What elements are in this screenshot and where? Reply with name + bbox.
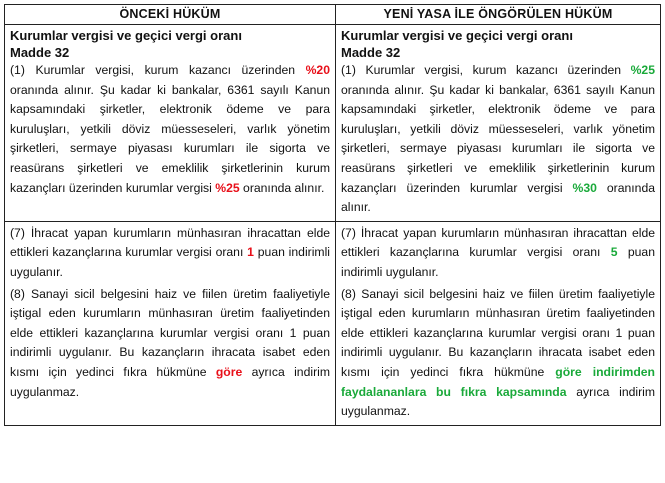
- cell-new-p1: [336, 25, 661, 222]
- old-p1-text-b: oranında alınır. Şu kadar ki bankalar, 6361 sayılı Kanun kapsamındaki şirketler, elektronik ödeme ve para kuruluşları, yetkili döviz müesseseleri, varlık yönetim şirketleri, sermaye piyasası kurumları ile sigorta ve reasürans şirketleri ve emeklilik şirketlerinin kurum kazançları üzerinden kurumlar vergisi: [10, 82, 330, 195]
- new-paragraph-1: [341, 61, 655, 218]
- old-p1-text-a: (1) Kurumlar vergisi, kurum kazancı üzerinden: [10, 63, 306, 77]
- old-paragraph-1: [10, 61, 330, 198]
- old-p7-text-a: (7) İhracat yapan kurumların münhasıran ihracattan elde ettikleri kazançlarına kurumlar vergisi oranı: [10, 225, 330, 260]
- old-point-1: 1: [247, 245, 254, 260]
- new-p1-text-b: oranında alınır. Şu kadar ki bankalar, 6361 sayılı Kanun kapsamındaki şirketler, elektronik ödeme ve para kuruluşları, yetkili döviz müesseseleri, varlık yönetim şirketleri, sermaye piyasası kurumları ile sigorta ve reasürans şirketleri ve emeklilik şirketlerinin kurum kazançları üzerinden kurumlar vergisi: [341, 82, 655, 195]
- comparison-table: [4, 4, 661, 426]
- new-p1-text-c: oranında alınır.: [341, 180, 656, 215]
- old-rate-25: %25: [215, 180, 240, 195]
- new-rate-25: %25: [630, 63, 655, 77]
- old-rate-20: %20: [305, 63, 330, 77]
- header-new: YENİ YASA İLE ÖNGÖRÜLEN HÜKÜM: [336, 5, 661, 25]
- old-title: Kurumlar vergisi ve geçici vergi oranı: [10, 28, 242, 43]
- old-p1-text-c: oranında alınır.: [239, 180, 325, 195]
- cell-new-p7-p8: [336, 221, 661, 425]
- header-old: ÖNCEKİ HÜKÜM: [5, 5, 336, 25]
- old-article: Madde 32: [10, 45, 70, 60]
- new-p7-text-b: puan indirimli uygulanır.: [341, 245, 655, 279]
- new-p8-text-a: (8) Sanayi sicil belgesini haiz ve fiilen üretim faaliyetiyle iştigal eden kurumların münhasıran üretim faaliyetinden elde ettikleri kazançlarına kurumlar vergisi oranı 1 puan indirimli uygulanır. Bu kazançların ihracata isabet eden kısmı için yedinci fıkra hükmüne: [341, 286, 655, 379]
- new-paragraph-7: [341, 224, 655, 283]
- old-word-gore: göre: [215, 364, 243, 379]
- cell-old-p7-p8: [5, 221, 336, 425]
- old-paragraph-7: [10, 224, 330, 283]
- new-p7-text-a: (7) İhracat yapan kurumların münhasıran ihracattan elde ettikleri kazançlarına kurumlar vergisi oranı: [341, 225, 655, 260]
- new-article: Madde 32: [341, 45, 401, 60]
- new-rate-30: %30: [572, 180, 597, 195]
- new-p1-text-a: (1) Kurumlar vergisi, kurum kazancı üzerinden: [341, 63, 631, 77]
- new-title: Kurumlar vergisi ve geçici vergi oranı: [341, 28, 573, 43]
- new-paragraph-8: [341, 285, 655, 422]
- row-paragraph-7-8: [5, 221, 661, 425]
- cell-old-p1: [5, 25, 336, 222]
- old-paragraph-8: [10, 285, 330, 403]
- old-p8-text-b: ayrıca indirim uygulanmaz.: [10, 364, 330, 399]
- header-row: [5, 5, 661, 25]
- old-p7-text-b: puan indirimli uygulanır.: [10, 245, 330, 279]
- old-p8-text-a: (8) Sanayi sicil belgesini haiz ve fiilen üretim faaliyetiyle iştigal eden kurumların münhasıran üretim faaliyetinden elde ettikleri kazançlarına kurumlar vergisi oranı 1 puan indirimli uygulanır. Bu kazançların ihracata isabet eden kısmı için yedinci fıkra hükmüne: [10, 286, 330, 379]
- new-point-5: 5: [610, 245, 618, 260]
- row-paragraph-1: [5, 25, 661, 222]
- new-p8-text-b: ayrıca indirim uygulanmaz.: [341, 384, 656, 419]
- new-phrase-gore-indirimden: göre indirimden faydalananlara bu fıkra kapsamında: [341, 364, 656, 399]
